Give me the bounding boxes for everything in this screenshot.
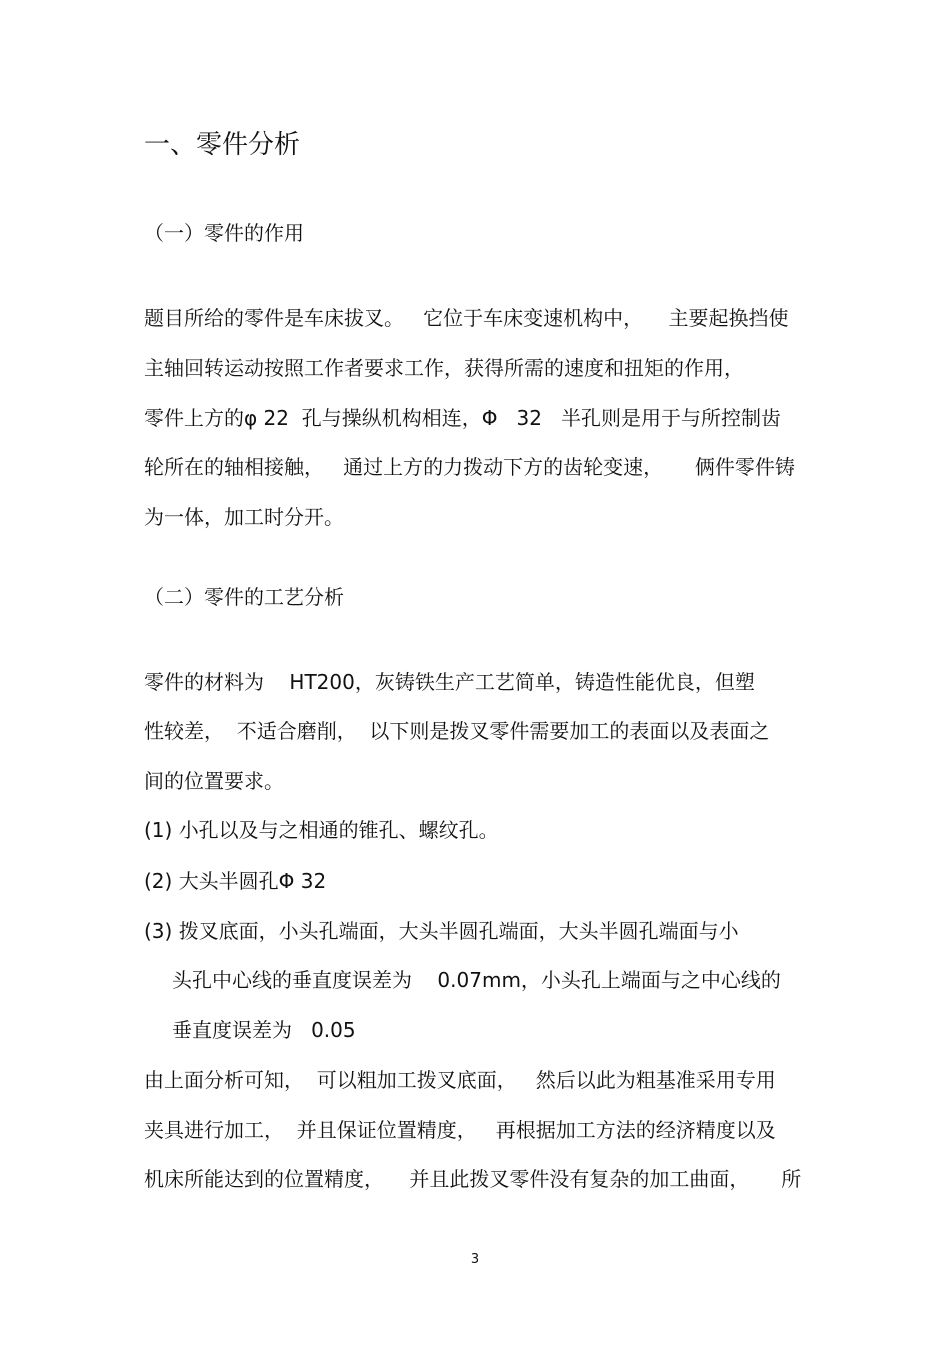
list-item-continuation: 垂直度误差为 0.05 bbox=[172, 1018, 356, 1042]
paragraph-line: 性较差， 不适合磨削， 以下则是拨叉零件需要加工的表面以及表面之 bbox=[144, 719, 770, 743]
paragraph-line: 轮所在的轴相接触， 通过上方的力拨动下方的齿轮变速， 俩件零件铸 bbox=[144, 455, 795, 479]
paragraph-line: 由上面分析可知， 可以粗加工拨叉底面， 然后以此为粗基准采用专用 bbox=[144, 1068, 776, 1092]
paragraph-line: 零件上方的φ 22 孔与操纵机构相连，Φ 32 半孔则是用于与所控制齿 bbox=[144, 406, 782, 430]
paragraph-line: 主轴回转运动按照工作者要求工作，获得所需的速度和扭矩的作用， bbox=[144, 356, 744, 380]
subsection-title-process: （二）零件的工艺分析 bbox=[144, 585, 344, 609]
subsection-title-function: （一）零件的作用 bbox=[144, 221, 304, 245]
paragraph-line: 间的位置要求。 bbox=[144, 769, 284, 793]
paragraph-line: 零件的材料为 HT200，灰铸铁生产工艺简单，铸造性能优良，但塑 bbox=[144, 670, 755, 694]
list-item: (1) 小孔以及与之相通的锥孔、螺纹孔。 bbox=[144, 818, 499, 842]
paragraph-line: 机床所能达到的位置精度， 并且此拨叉零件没有复杂的加工曲面， 所 bbox=[144, 1167, 802, 1191]
page-number: 3 bbox=[470, 1252, 480, 1267]
list-item: (2) 大头半圆孔Φ 32 bbox=[144, 869, 327, 893]
paragraph-line: 题目所给的零件是车床拔叉。 它位于车床变速机构中， 主要起换挡使 bbox=[144, 306, 789, 330]
section-title: 一、零件分析 bbox=[144, 130, 301, 160]
paragraph-line: 为一体，加工时分开。 bbox=[144, 505, 344, 529]
list-item-continuation: 头孔中心线的垂直度误差为 0.07mm，小头孔上端面与之中心线的 bbox=[172, 968, 781, 992]
list-item: (3) 拨叉底面，小头孔端面，大头半圆孔端面，大头半圆孔端面与小 bbox=[144, 919, 739, 943]
paragraph-line: 夹具进行加工， 并且保证位置精度， 再根据加工方法的经济精度以及 bbox=[144, 1118, 776, 1142]
